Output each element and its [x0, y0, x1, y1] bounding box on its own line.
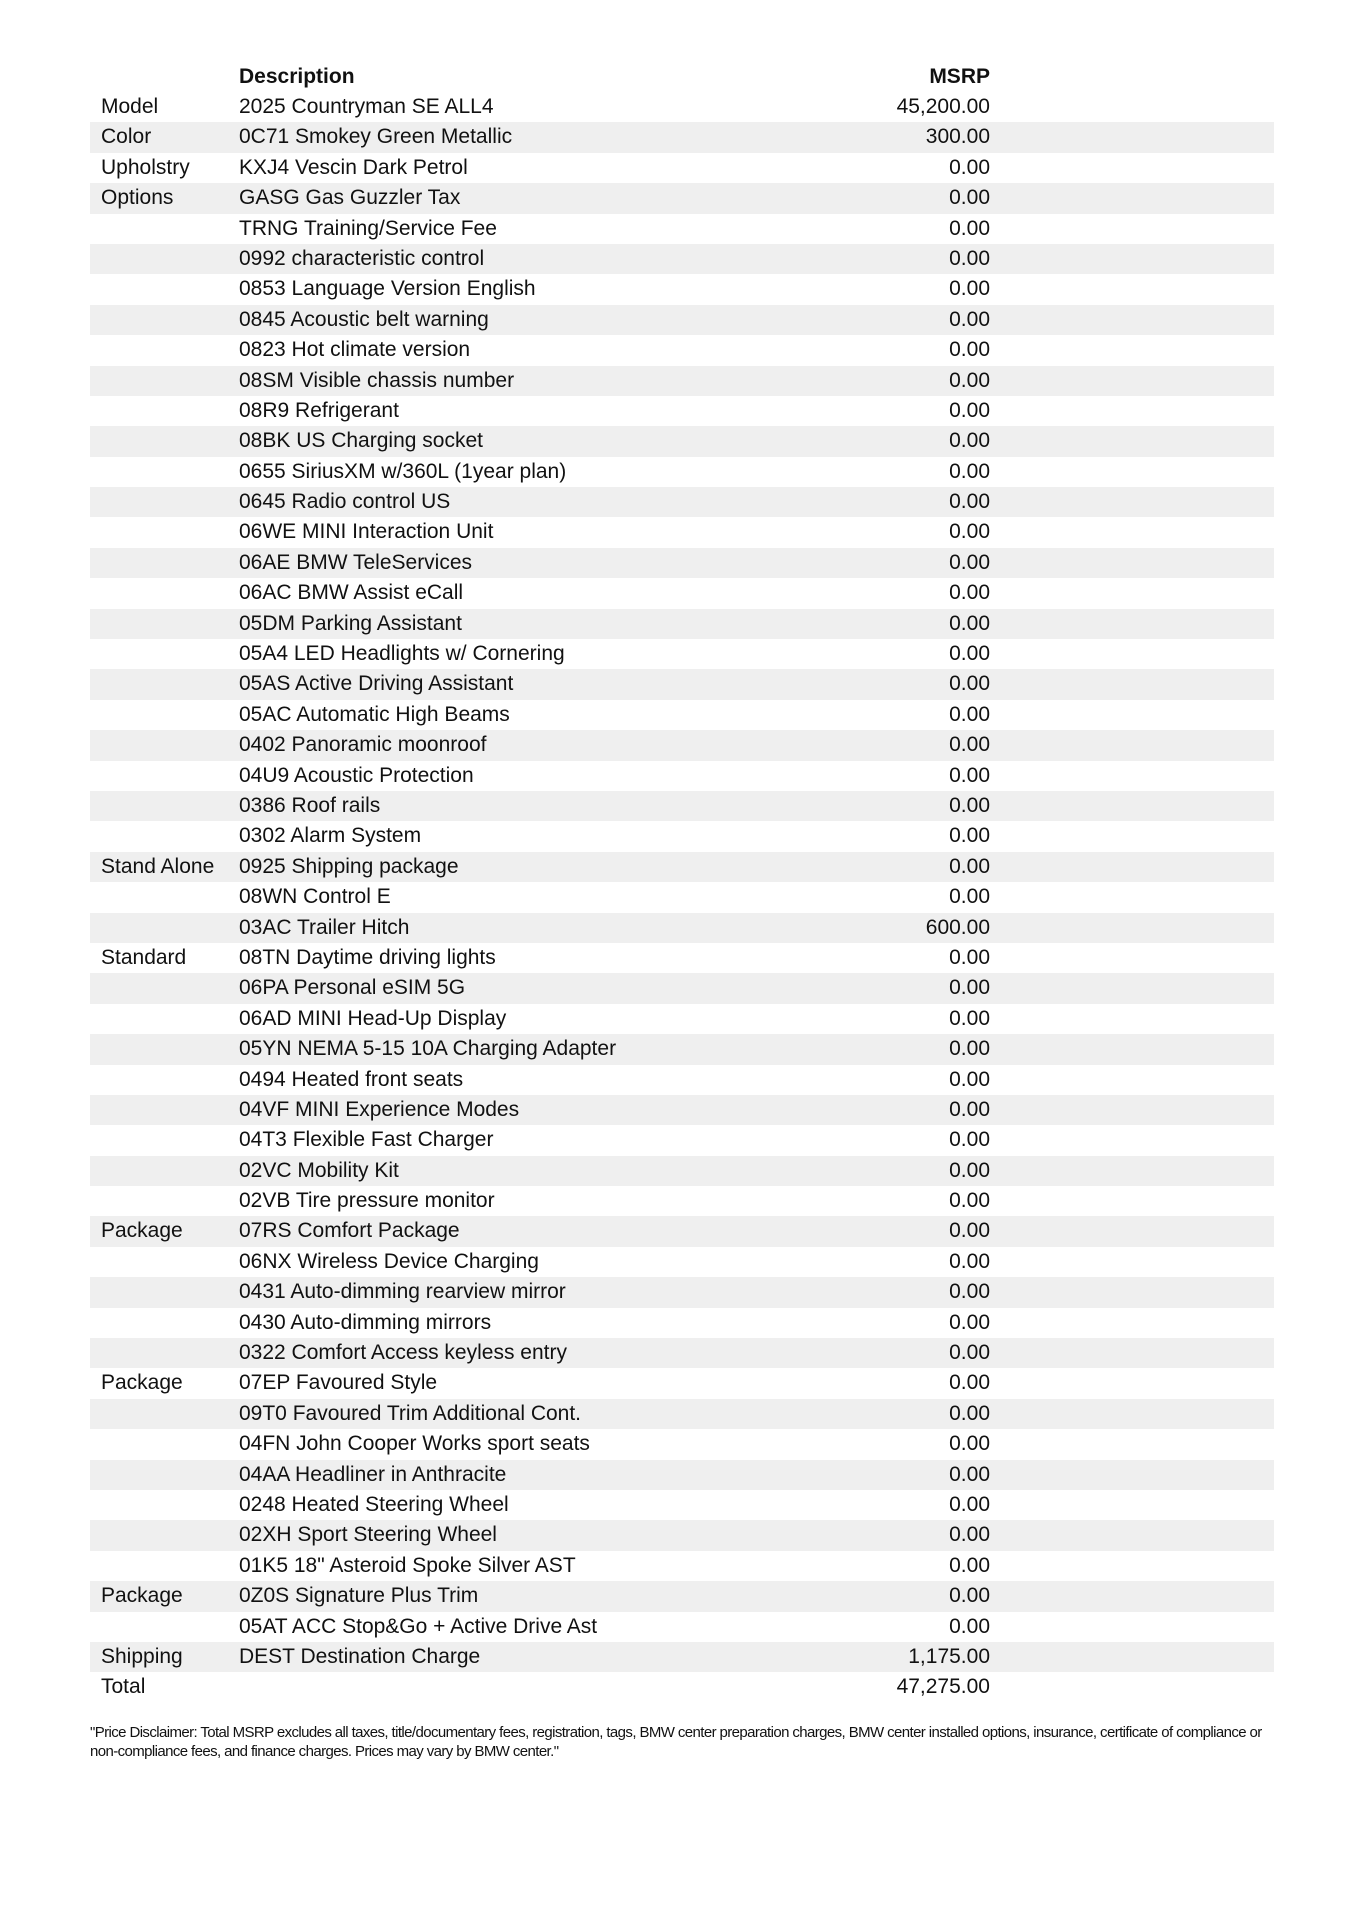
- row-description: 07RS Comfort Package: [239, 1219, 460, 1243]
- table-row: [90, 609, 1274, 639]
- row-msrp: 0.00: [949, 1189, 990, 1213]
- row-description: 0322 Comfort Access keyless entry: [239, 1341, 567, 1365]
- table-row: [90, 1399, 1274, 1429]
- table-row: [90, 214, 1274, 244]
- row-category: Stand Alone: [101, 854, 215, 878]
- table-row: [90, 669, 1274, 699]
- table-row: [90, 1612, 1274, 1642]
- row-msrp: 0.00: [949, 459, 990, 483]
- row-description: 0845 Acoustic belt warning: [239, 307, 489, 331]
- row-description: 08TN Daytime driving lights: [239, 945, 496, 969]
- row-description: 08BK US Charging socket: [239, 429, 483, 453]
- table-row: [90, 183, 1274, 213]
- row-msrp: 0.00: [949, 885, 990, 909]
- table-row: [90, 1672, 1274, 1702]
- row-description: 05DM Parking Assistant: [239, 611, 462, 635]
- price-sheet: [90, 62, 1274, 1703]
- row-msrp: 47,275.00: [896, 1675, 990, 1699]
- price-disclaimer: "Price Disclaimer: Total MSRP excludes all taxes, title/documentary fees, registration, tags, BMW center preparation charges, BMW center installed options, insurance, certificate of compliance or non-compliance fees, and finance charges. Prices may vary by BMW center.": [90, 1724, 1262, 1760]
- row-msrp: 0.00: [949, 1462, 990, 1486]
- table-header: [90, 62, 1274, 92]
- table-row: [90, 517, 1274, 547]
- row-description: 0402 Panoramic moonroof: [239, 733, 487, 757]
- table-row: [90, 1338, 1274, 1368]
- row-description: 06WE MINI Interaction Unit: [239, 520, 494, 544]
- row-description: 0925 Shipping package: [239, 854, 459, 878]
- table-row: [90, 548, 1274, 578]
- row-msrp: 0.00: [949, 976, 990, 1000]
- row-msrp: 0.00: [949, 1067, 990, 1091]
- table-row: [90, 943, 1274, 973]
- row-description: 0248 Heated Steering Wheel: [239, 1492, 509, 1516]
- table-row: [90, 1065, 1274, 1095]
- table-row: [90, 244, 1274, 274]
- table-row: [90, 852, 1274, 882]
- table-row: [90, 426, 1274, 456]
- table-row: [90, 92, 1274, 122]
- row-msrp: 0.00: [949, 824, 990, 848]
- table-row: [90, 821, 1274, 851]
- row-description: 04U9 Acoustic Protection: [239, 763, 474, 787]
- row-msrp: 0.00: [949, 246, 990, 270]
- row-msrp: 0.00: [949, 1006, 990, 1030]
- row-category: Package: [101, 1371, 183, 1395]
- row-description: 02VC Mobility Kit: [239, 1158, 399, 1182]
- description-header: Description: [239, 65, 355, 88]
- row-description: 01K5 18" Asteroid Spoke Silver AST: [239, 1553, 576, 1577]
- row-description: 05AC Automatic High Beams: [239, 702, 510, 726]
- row-description: 05YN NEMA 5-15 10A Charging Adapter: [239, 1037, 617, 1061]
- row-msrp: 0.00: [949, 490, 990, 514]
- price-table-body: [90, 92, 1274, 1703]
- table-row: [90, 639, 1274, 669]
- row-description: 0494 Heated front seats: [239, 1067, 464, 1091]
- row-description: 0302 Alarm System: [239, 824, 422, 848]
- row-msrp: 0.00: [949, 1128, 990, 1152]
- row-msrp: 0.00: [949, 581, 990, 605]
- row-msrp: 0.00: [949, 1614, 990, 1638]
- row-msrp: 0.00: [949, 1037, 990, 1061]
- row-msrp: 0.00: [949, 277, 990, 301]
- row-msrp: 0.00: [949, 642, 990, 666]
- row-msrp: 0.00: [949, 1249, 990, 1273]
- row-category: Options: [101, 186, 174, 210]
- table-row: [90, 1520, 1274, 1550]
- row-msrp: 0.00: [949, 1280, 990, 1304]
- table-row: [90, 1429, 1274, 1459]
- table-row: [90, 973, 1274, 1003]
- row-description: GASG Gas Guzzler Tax: [239, 186, 461, 210]
- row-description: 06NX Wireless Device Charging: [239, 1249, 539, 1273]
- row-category: Color: [101, 125, 152, 149]
- table-row: [90, 913, 1274, 943]
- row-description: 0853 Language Version English: [239, 277, 536, 301]
- row-msrp: 0.00: [949, 702, 990, 726]
- row-msrp: 1,175.00: [908, 1644, 990, 1668]
- row-description: 06PA Personal eSIM 5G: [239, 976, 466, 1000]
- row-category: Model: [101, 95, 159, 118]
- row-msrp: 0.00: [949, 398, 990, 422]
- row-description: 08WN Control E: [239, 885, 391, 909]
- row-description: 0823 Hot climate version: [239, 338, 471, 362]
- row-description: 06AE BMW TeleServices: [239, 550, 473, 574]
- row-description: 02VB Tire pressure monitor: [239, 1189, 495, 1213]
- row-msrp: 0.00: [949, 1310, 990, 1334]
- row-msrp: 0.00: [949, 186, 990, 210]
- table-row: [90, 1551, 1274, 1581]
- row-msrp: 0.00: [949, 793, 990, 817]
- row-msrp: 0.00: [949, 1401, 990, 1425]
- table-row: [90, 1642, 1274, 1672]
- row-description: 04T3 Flexible Fast Charger: [239, 1128, 494, 1152]
- msrp-header: MSRP: [929, 65, 990, 88]
- table-row: [90, 1034, 1274, 1064]
- row-msrp: 0.00: [949, 520, 990, 544]
- table-row: [90, 366, 1274, 396]
- row-description: 03AC Trailer Hitch: [239, 915, 410, 939]
- table-row: [90, 791, 1274, 821]
- row-msrp: 0.00: [949, 155, 990, 179]
- table-row: [90, 274, 1274, 304]
- row-msrp: 0.00: [949, 1341, 990, 1365]
- table-row: [90, 305, 1274, 335]
- row-msrp: 300.00: [925, 125, 990, 149]
- table-row: [90, 122, 1274, 152]
- row-category: Total: [101, 1675, 146, 1699]
- row-description: 09T0 Favoured Trim Additional Cont.: [239, 1401, 582, 1425]
- table-row: [90, 761, 1274, 791]
- row-description: TRNG Training/Service Fee: [239, 216, 497, 240]
- row-description: 08SM Visible chassis number: [239, 368, 515, 392]
- row-description: 0992 characteristic control: [239, 246, 485, 270]
- table-row: [90, 1004, 1274, 1034]
- row-category: Package: [101, 1219, 183, 1243]
- table-row: [90, 730, 1274, 760]
- row-msrp: 0.00: [949, 216, 990, 240]
- row-msrp: 0.00: [949, 1492, 990, 1516]
- row-description: 02XH Sport Steering Wheel: [239, 1523, 497, 1547]
- table-row: [90, 1277, 1274, 1307]
- row-description: 04AA Headliner in Anthracite: [239, 1462, 507, 1486]
- row-msrp: 0.00: [949, 763, 990, 787]
- row-category: Upholstry: [101, 155, 190, 179]
- row-description: 0430 Auto-dimming mirrors: [239, 1310, 492, 1334]
- row-description: KXJ4 Vescin Dark Petrol: [239, 155, 468, 179]
- row-description: 06AC BMW Assist eCall: [239, 581, 464, 605]
- table-row: [90, 1247, 1274, 1277]
- table-row: [90, 1125, 1274, 1155]
- row-category: Standard: [101, 945, 187, 969]
- row-msrp: 45,200.00: [896, 95, 990, 118]
- row-description: 0C71 Smokey Green Metallic: [239, 125, 513, 149]
- row-category: Package: [101, 1584, 183, 1608]
- row-msrp: 600.00: [925, 915, 990, 939]
- table-row: [90, 700, 1274, 730]
- row-msrp: 0.00: [949, 1097, 990, 1121]
- row-category: Shipping: [101, 1644, 183, 1668]
- row-description: 04VF MINI Experience Modes: [239, 1097, 520, 1121]
- table-row: [90, 396, 1274, 426]
- table-row: [90, 457, 1274, 487]
- table-row: [90, 1216, 1274, 1246]
- row-msrp: 0.00: [949, 1371, 990, 1395]
- row-msrp: 0.00: [949, 733, 990, 757]
- row-description: 0386 Roof rails: [239, 793, 381, 817]
- table-row: [90, 1156, 1274, 1186]
- row-msrp: 0.00: [949, 307, 990, 331]
- table-row: [90, 1308, 1274, 1338]
- row-msrp: 0.00: [949, 1158, 990, 1182]
- row-msrp: 0.00: [949, 368, 990, 392]
- row-description: 08R9 Refrigerant: [239, 398, 399, 422]
- row-msrp: 0.00: [949, 429, 990, 453]
- row-description: 0Z0S Signature Plus Trim: [239, 1584, 479, 1608]
- table-row: [90, 1581, 1274, 1611]
- table-row: [90, 487, 1274, 517]
- row-description: 05AT ACC Stop&Go + Active Drive Ast: [239, 1614, 598, 1638]
- row-msrp: 0.00: [949, 672, 990, 696]
- table-row: [90, 153, 1274, 183]
- row-msrp: 0.00: [949, 1553, 990, 1577]
- table-row: [90, 1460, 1274, 1490]
- row-msrp: 0.00: [949, 1584, 990, 1608]
- row-description: 05AS Active Driving Assistant: [239, 672, 514, 696]
- row-msrp: 0.00: [949, 550, 990, 574]
- row-description: 0645 Radio control US: [239, 490, 451, 514]
- row-description: 2025 Countryman SE ALL4: [239, 95, 494, 118]
- row-description: 05A4 LED Headlights w/ Cornering: [239, 642, 565, 666]
- table-row: [90, 335, 1274, 365]
- table-row: [90, 1186, 1274, 1216]
- row-description: 0655 SiriusXM w/360L (1year plan): [239, 459, 567, 483]
- row-msrp: 0.00: [949, 1219, 990, 1243]
- table-row: [90, 1095, 1274, 1125]
- row-description: 06AD MINI Head-Up Display: [239, 1006, 507, 1030]
- row-description: 0431 Auto-dimming rearview mirror: [239, 1280, 566, 1304]
- row-msrp: 0.00: [949, 1432, 990, 1456]
- table-row: [90, 578, 1274, 608]
- row-msrp: 0.00: [949, 338, 990, 362]
- row-msrp: 0.00: [949, 945, 990, 969]
- table-row: [90, 1368, 1274, 1398]
- row-msrp: 0.00: [949, 854, 990, 878]
- table-row: [90, 1490, 1274, 1520]
- table-row: [90, 882, 1274, 912]
- row-msrp: 0.00: [949, 611, 990, 635]
- row-description: 07EP Favoured Style: [239, 1371, 438, 1395]
- row-description: 04FN John Cooper Works sport seats: [239, 1432, 590, 1456]
- row-description: DEST Destination Charge: [239, 1644, 481, 1668]
- row-msrp: 0.00: [949, 1523, 990, 1547]
